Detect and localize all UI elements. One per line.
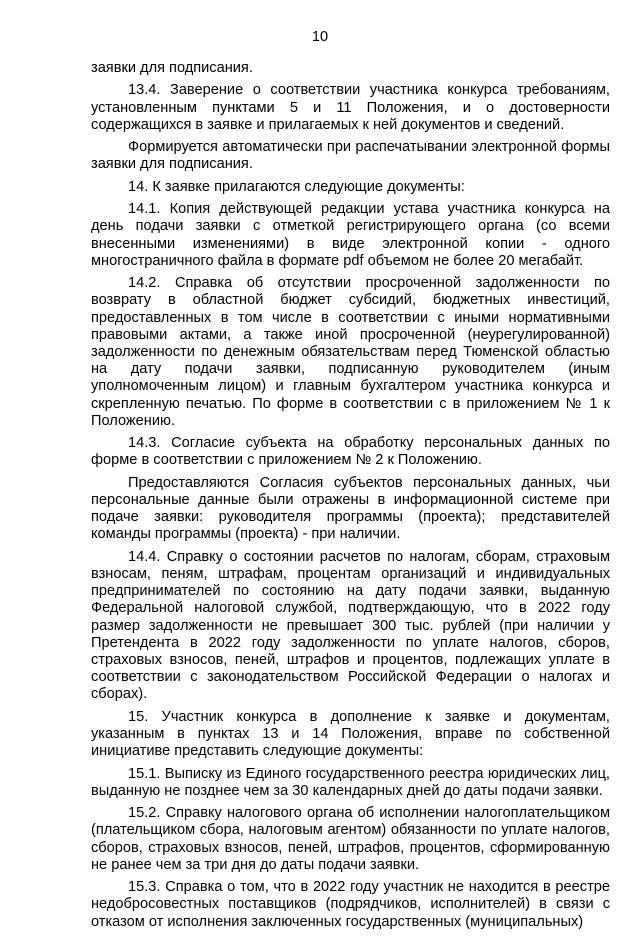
paragraph-14-4: 14.4. Справку о состоянии расчетов по налогам, сборам, страховым взносам, пеням, штрафам, процентам организаций и индивидуальных предпринимателей по состоянию на дату подачи заявки, выданную Федеральной налоговой службой, подтверждающую, что в 2022 году размер задолженности не превышает 300 тыс. рублей (при наличии у Претендента в 2022 году задолженности по уплате налогов, сборов, страховых взносов, пеней, штрафов и процентов, подлежащих уплате в соответствии с законодательством Российской Федерации о налогах и сборах).: [91, 548, 610, 703]
paragraph-15: 15. Участник конкурса в дополнение к заявке и документам, указанным в пунктах 13 и 14 Положения, вправе по собственной инициативе представить следующие документы:: [91, 708, 610, 760]
paragraph-13-4: 13.4. Заверение о соответствии участника конкурса требованиям, установленным пунктами 5 и 11 Положения, и о достоверности содержащихся в заявке и прилагаемых к ней документов и сведений.: [91, 82, 610, 133]
paragraph-continuation: заявки для подписания.: [91, 60, 253, 76]
paragraph-15-1: 15.1. Выписку из Единого государственного реестра юридических лиц, выданную не позднее чем за 30 календарных дней до даты подачи заявки.: [91, 765, 610, 799]
document-body: [91, 60, 610, 936]
paragraph-15-2: 15.2. Справку налогового органа об исполнении налогоплательщиком (плательщиком сбора, налоговым агентом) обязанности по уплате налогов, сборов, страховых взносов, пеней, штрафов, процентов, сформированную не ранее чем за три дня до даты подачи заявки.: [91, 805, 610, 873]
paragraph-14-1: 14.1. Копия действующей редакции устава участника конкурса на день подачи заявки с отметкой регистрирующего органа (со всеми внесенными изменениями) в виде электронной копии - одного многостраничного файла в формате pdf объемом не более 20 мегабайт.: [91, 201, 610, 269]
page-number: 10: [311, 29, 329, 45]
paragraph-15-3: 15.3. Справка о том, что в 2022 году участник не находится в реестре недобросовестных поставщиков (подрядчиков, исполнителей) в связи с отказом от исполнения заключенных государственных (муниципальных): [91, 879, 610, 930]
paragraph-14-3-note: Предоставляются Согласия субъектов персональных данных, чьи персональные данные были отражены в информационной системе при подаче заявки: руководителя программы (проекта); представителей команды программы (проекта) - при наличии.: [91, 474, 610, 543]
paragraph-13-4-note: Формируется автоматически при распечатывании электронной формы заявки для подписания.: [91, 139, 610, 173]
paragraph-14-2: 14.2. Справка об отсутствии просроченной задолженности по возврату в областной бюджет субсидий, бюджетных инвестиций, предоставленных в том числе в соответствии с иными нормативными правовыми актами, а также иной просроченной (неурегулированной) задолженности по денежным обязательствам перед Тюменской областью на дату подачи заявки, подписанную руководителем (иным уполномоченным лицом) и главным бухгалтером участника конкурса и скрепленную печатью. По форме в соответствии с в приложением № 1 к Положению.: [91, 275, 610, 429]
paragraph-14-3: 14.3. Согласие субъекта на обработку персональных данных по форме в соответствии с приложением № 2 к Положению.: [91, 435, 610, 469]
paragraph-14: 14. К заявке прилагаются следующие документы:: [128, 178, 465, 195]
